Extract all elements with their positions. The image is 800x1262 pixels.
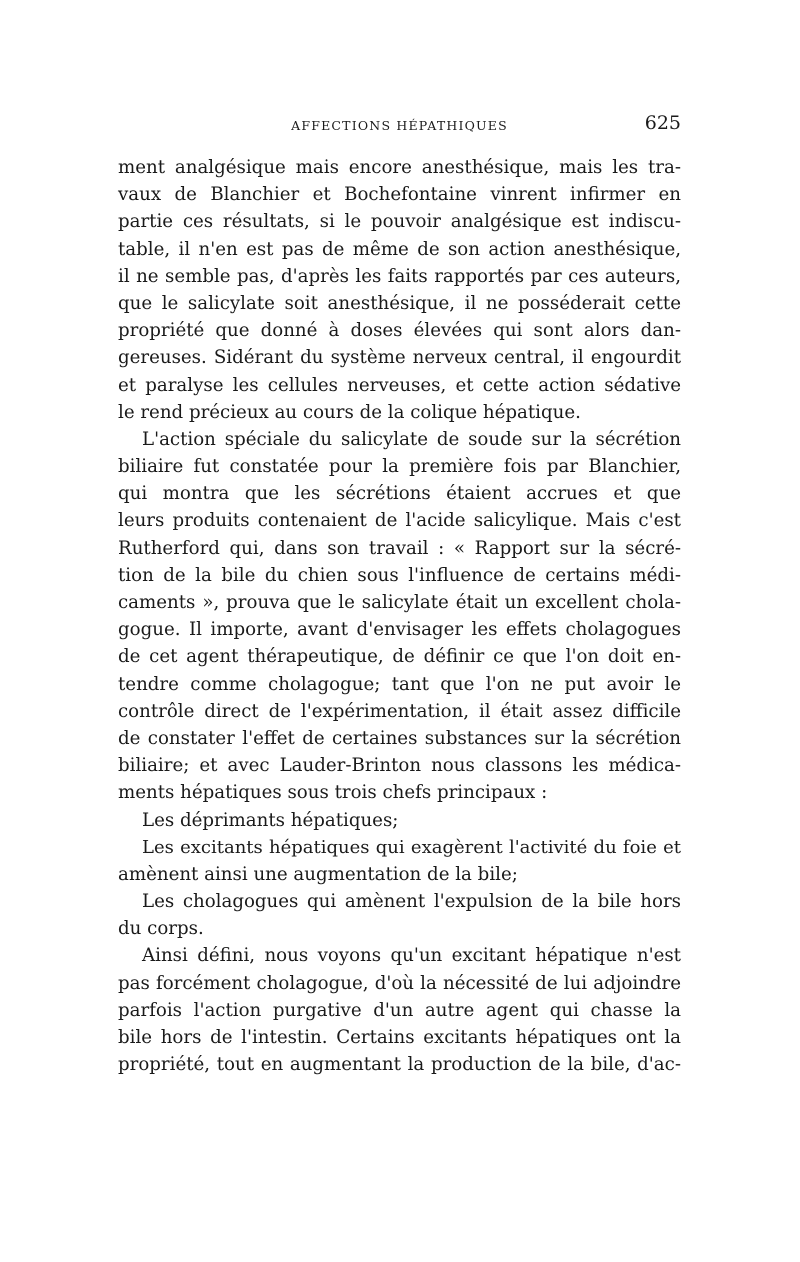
text-line: gogue. Il importe, avant d'envisager les effets cholagogues — [118, 619, 681, 641]
text-line: il ne semble pas, d'après les faits rapportés par ces auteurs, — [118, 265, 681, 287]
text-line: bile hors de l'intestin. Certains excitants hépatiques ont la — [118, 1027, 681, 1048]
text-line: contrôle direct de l'expérimentation, il était assez difficile — [118, 700, 681, 722]
text-line: gereuses. Sidérant du système nerveux central, il engourdit — [118, 347, 681, 369]
text-line: tendre comme cholagogue; tant que l'on ne put avoir le — [118, 673, 681, 695]
text-line: de cet agent thérapeutique, de définir ce que l'on doit en- — [118, 646, 681, 668]
text-line: biliaire; et avec Lauder-Brinton nous classons les médica- — [118, 755, 681, 777]
text-line: Rutherford qui, dans son travail : « Rapport sur la sécré- — [118, 537, 681, 559]
text-line: Ainsi défini, nous voyons qu'un excitant hépatique n'est — [142, 945, 681, 967]
text-line: biliaire fut constatée pour la première fois par Blanchier, — [118, 456, 681, 478]
text-line: propriété que donné à doses élevées qui sont alors dan- — [118, 320, 681, 342]
text-line: qui montra que les sécrétions étaient accrues et que — [118, 483, 681, 505]
text-line: leurs produits contenaient de l'acide salicylique. Mais c'est — [118, 510, 681, 532]
text-line: caments », prouva que le salicylate était un excellent chola- — [118, 592, 681, 613]
text-line: de constater l'effet de certaines substances sur la sécrétion — [118, 727, 681, 749]
text-line: vaux de Blanchier et Bochefontaine vinrent infirmer en — [118, 184, 681, 206]
book-page — [118, 112, 681, 1078]
running-title: AFFECTIONS HÉPATHIQUES — [291, 118, 508, 133]
page-number: 625 — [644, 112, 681, 134]
text-line: pas forcément cholagogue, d'où la nécessité de lui adjoindre — [118, 972, 681, 994]
text-line: amènent ainsi une augmentation de la bile; — [118, 863, 518, 885]
text-line: L'action spéciale du salicylate de soude sur la sécrétion — [142, 428, 681, 450]
text-line: partie ces résultats, si le pouvoir analgésique est indiscu- — [118, 211, 681, 233]
text-line: le rend précieux au cours de la colique hépatique. — [118, 401, 581, 423]
text-line: que le salicylate soit anesthésique, il ne posséderait cette — [118, 292, 681, 314]
text-line: du corps. — [118, 918, 204, 940]
text-line: tion de la bile du chien sous l'influence de certains médi- — [118, 564, 681, 586]
text-line: ment analgésique mais encore anesthésique, mais les tra- — [118, 157, 681, 178]
text-line: ments hépatiques sous trois chefs principaux : — [118, 782, 548, 804]
text-line: propriété, tout en augmentant la production de la bile, d'ac- — [118, 1054, 681, 1076]
text-line: parfois l'action purgative d'un autre agent qui chasse la — [118, 999, 681, 1021]
text-line: Les cholagogues qui amènent l'expulsion de la bile hors — [142, 891, 681, 913]
page-header — [118, 112, 681, 142]
body-text — [118, 154, 681, 1078]
text-line: Les excitants hépatiques qui exagèrent l'activité du foie et — [142, 836, 681, 858]
text-line: et paralyse les cellules nerveuses, et cette action sédative — [118, 374, 681, 396]
text-line: Les déprimants hépatiques; — [142, 809, 399, 831]
text-line: table, il n'en est pas de même de son action anesthésique, — [118, 238, 681, 260]
